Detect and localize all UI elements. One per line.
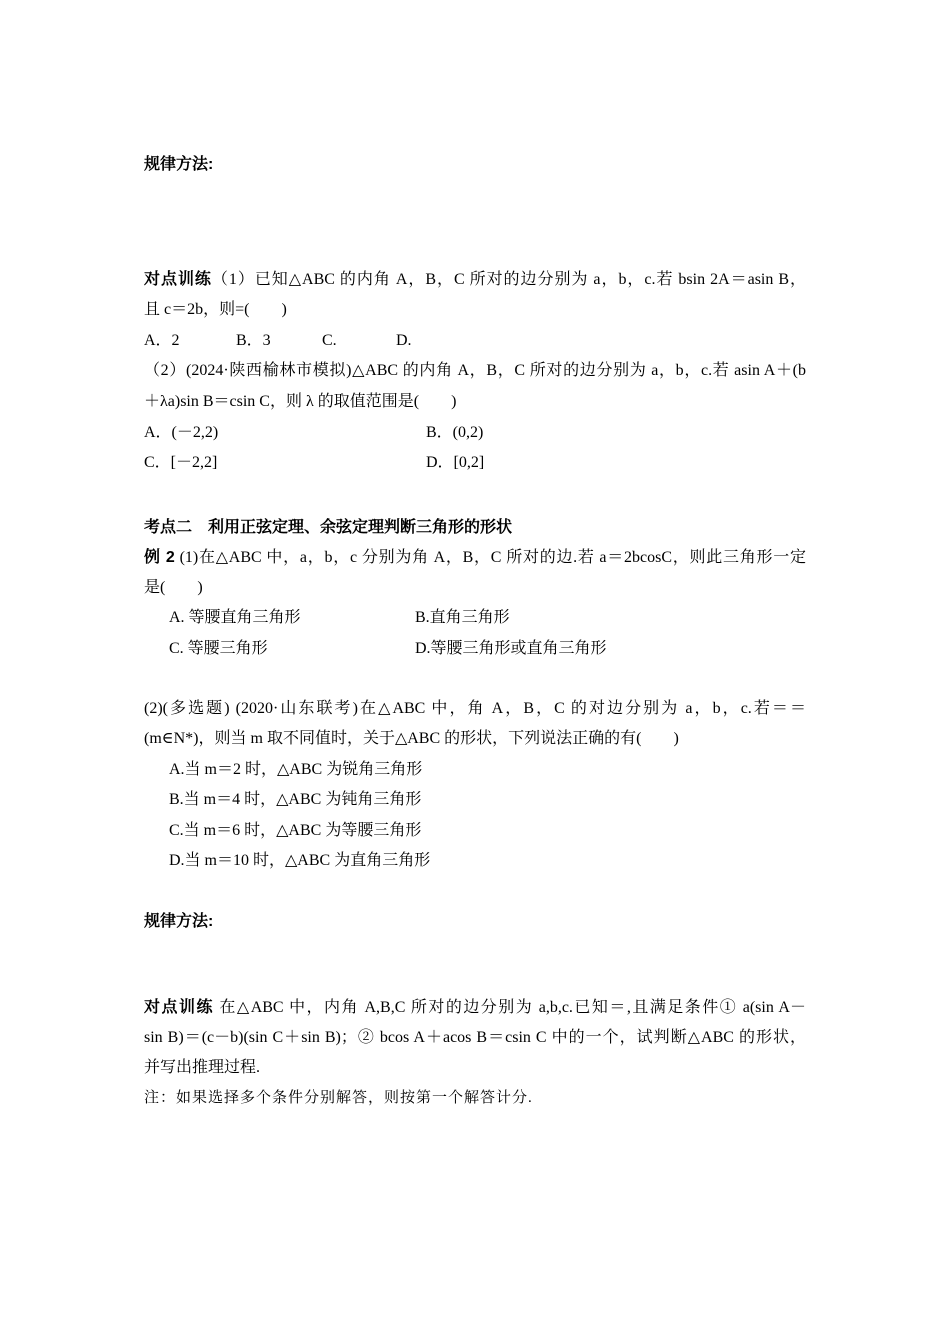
training-1-q2-line2: ＋λa)sin B＝csin C，则 λ 的取值范围是( ) — [144, 393, 457, 410]
example-2-q1-line2: 是( ) — [144, 579, 203, 596]
example-2-q2-line1: (2)(多选题) (2020·山东联考)在△ABC 中，角 A，B，C 的对边分别为 a，b，c.若＝＝ — [144, 700, 806, 717]
example-2-q1-text1: (1)在△ABC 中，a，b，c 分别为角 A，B，C 所对的边.若 a＝2bcosC，则此三角形一定 — [174, 549, 806, 566]
method-label-1: 规律方法: — [144, 156, 214, 173]
training-2-line2: sin B)＝(c－b)(sin C＋sin B)；② bcos A＋acos B＝csin C 中的一个，试判断△ABC 的形状， — [144, 1029, 806, 1046]
example-label: 例 2 — [144, 549, 175, 566]
training-2-text1: 在△ABC 中，内角 A,B,C 所对的边分别为 a,b,c.已知＝,且满足条件① a(sin A－ — [213, 999, 806, 1016]
training-1-q2-option-a: A．(－2,2) — [144, 424, 219, 441]
example-2-q2-option-b: B.当 m＝4 时，△ABC 为钝角三角形 — [169, 791, 422, 808]
training-2-line3: 并写出推理过程. — [144, 1059, 261, 1076]
training-1-q2-option-d: D．[0,2] — [426, 454, 485, 471]
example-2-q2-line2: (m∈N*)，则当 m 取不同值时，关于△ABC 的形状，下列说法正确的有( ) — [144, 730, 679, 747]
example-2-q1-line1 — [144, 547, 806, 569]
training-1-q1-option-a: A．2 — [144, 332, 180, 349]
training-1-q1-option-b: B．3 — [236, 332, 271, 349]
training-2-note: 注：如果选择多个条件分别解答，则按第一个解答计分. — [144, 1090, 533, 1106]
training-1-q1-option-c: C. — [322, 332, 337, 349]
training-1-q1-text1: （1）已知△ABC 的内角 A，B，C 所对的边分别为 a，b，c.若 bsin 2A＝asin B， — [211, 271, 806, 288]
training-2-line1 — [144, 997, 806, 1019]
example-2-q1-option-b: B.直角三角形 — [415, 609, 510, 626]
training-1-q2-option-c: C．[－2,2] — [144, 454, 218, 471]
example-2-q1-option-d: D.等腰三角形或直角三角形 — [415, 640, 607, 657]
section-heading-2: 考点二 利用正弦定理、余弦定理判断三角形的形状 — [144, 519, 513, 536]
example-2-q2-option-a: A.当 m＝2 时，△ABC 为锐角三角形 — [169, 761, 423, 778]
example-2-q1-option-c: C. 等腰三角形 — [169, 640, 268, 657]
training-1-q2-option-b: B．(0,2) — [426, 424, 484, 441]
example-2-q2-option-d: D.当 m＝10 时，△ABC 为直角三角形 — [169, 852, 431, 869]
training-1-q1-line1 — [144, 269, 806, 291]
training-label-1: 对点训练 — [144, 271, 212, 288]
method-label-2: 规律方法: — [144, 913, 214, 930]
training-1-q1-line2: 且 c＝2b，则=( ) — [144, 301, 287, 318]
example-2-q1-option-a: A. 等腰直角三角形 — [169, 609, 301, 626]
example-2-q2-option-c: C.当 m＝6 时，△ABC 为等腰三角形 — [169, 822, 422, 839]
training-1-q1-option-d: D. — [396, 332, 412, 349]
training-label-2: 对点训练 — [144, 999, 214, 1016]
training-1-q2-line1: （2）(2024·陕西榆林市模拟)△ABC 的内角 A，B，C 所对的边分别为 a，b，c.若 asin A＋(b — [144, 362, 806, 379]
